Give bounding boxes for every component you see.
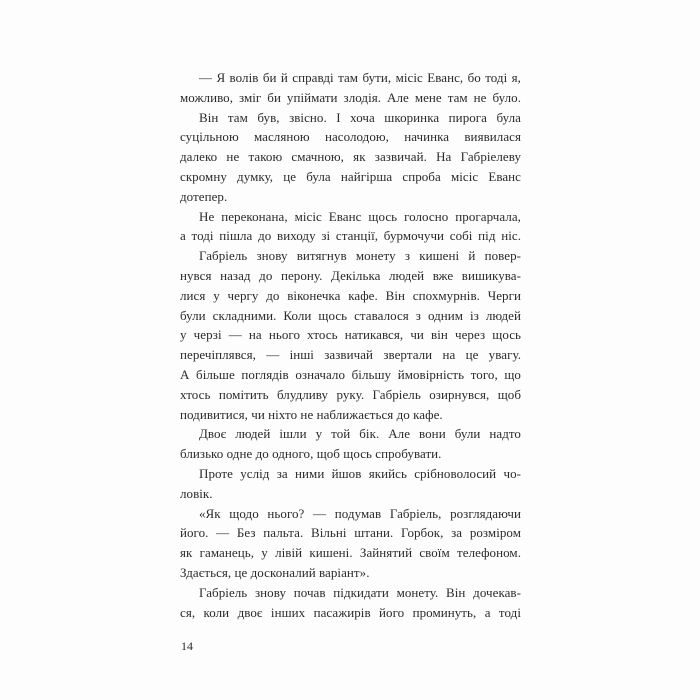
text-line: як гаманець, у лівій кишені. Зайнятий своїм телефоном. xyxy=(180,545,521,561)
text-line: дотепер. xyxy=(180,188,228,204)
text-line: ся, коли двоє інших пасажирів його проминуть, а тоді xyxy=(180,604,521,620)
text-line: А більше поглядів означало більшу ймовірність того, що xyxy=(180,366,521,382)
text-line: Габріель знову почав підкидати монету. Він дочекав- xyxy=(199,584,521,600)
text-line: — Я волів би й справді там бути, місіс Еванс, бо тоді я, xyxy=(199,70,521,85)
text-line: ловік. xyxy=(180,485,213,501)
text-line: Габріель знову витягнув монету з кишені й повер- xyxy=(199,248,521,264)
text-line: подивитися, чи ніхто не наближається до кафе. xyxy=(180,406,443,422)
text-line: були складними. Коли щось ставалося з одним із людей xyxy=(180,307,521,323)
text-line: його. — Без пальта. Вільні штани. Горбок, за розміром xyxy=(180,525,521,541)
text-line: у черзі — на нього хтось натикався, чи він через щось xyxy=(180,327,521,343)
text-line: перечіплявся, — інші зазвичай звертали на це увагу. xyxy=(180,347,521,363)
text-line: хтось помітить блудливу руку. Габріель озирнувся, щоб xyxy=(180,386,521,402)
text-line: можливо, зміг би упіймати злодія. Але мене там не було. xyxy=(180,89,521,105)
text-line: суцільною масляною насолодою, начинка виявилася xyxy=(180,129,521,145)
text-line: Проте услід за ними йшов якийсь срібноволосий чо- xyxy=(199,465,521,481)
page-number: 14 xyxy=(181,639,193,653)
text-line: Двоє людей ішли у той бік. Але вони були надто xyxy=(199,426,521,442)
text-line: скромну думку, це була найгірша спроба місіс Еванс xyxy=(180,168,521,184)
text-line: Здається, це досконалий варіант». xyxy=(180,564,370,580)
text-line: близько одне до одного, щоб щось спробувати. xyxy=(180,446,442,462)
text-line: Не переконана, місіс Еванс щось голосно прогарчала, xyxy=(199,208,521,224)
text-line: лися у чергу до віконечка кафе. Він спохмурнів. Черги xyxy=(180,287,521,303)
text-line: «Як щодо нього? — подумав Габріель, розглядаючи xyxy=(199,505,521,521)
text-line: Він там був, звісно. І хоча шкоринка пирога була xyxy=(199,109,521,125)
text-line: далеко не такою смачною, як зазвичай. На Габріелеву xyxy=(180,149,521,165)
text-block xyxy=(180,68,521,622)
text-line: нувся назад до перону. Декілька людей вже вишикува- xyxy=(180,267,521,283)
text-line: а тоді пішла до виходу зі станції, бурмочучи собі під ніс. xyxy=(180,228,521,244)
